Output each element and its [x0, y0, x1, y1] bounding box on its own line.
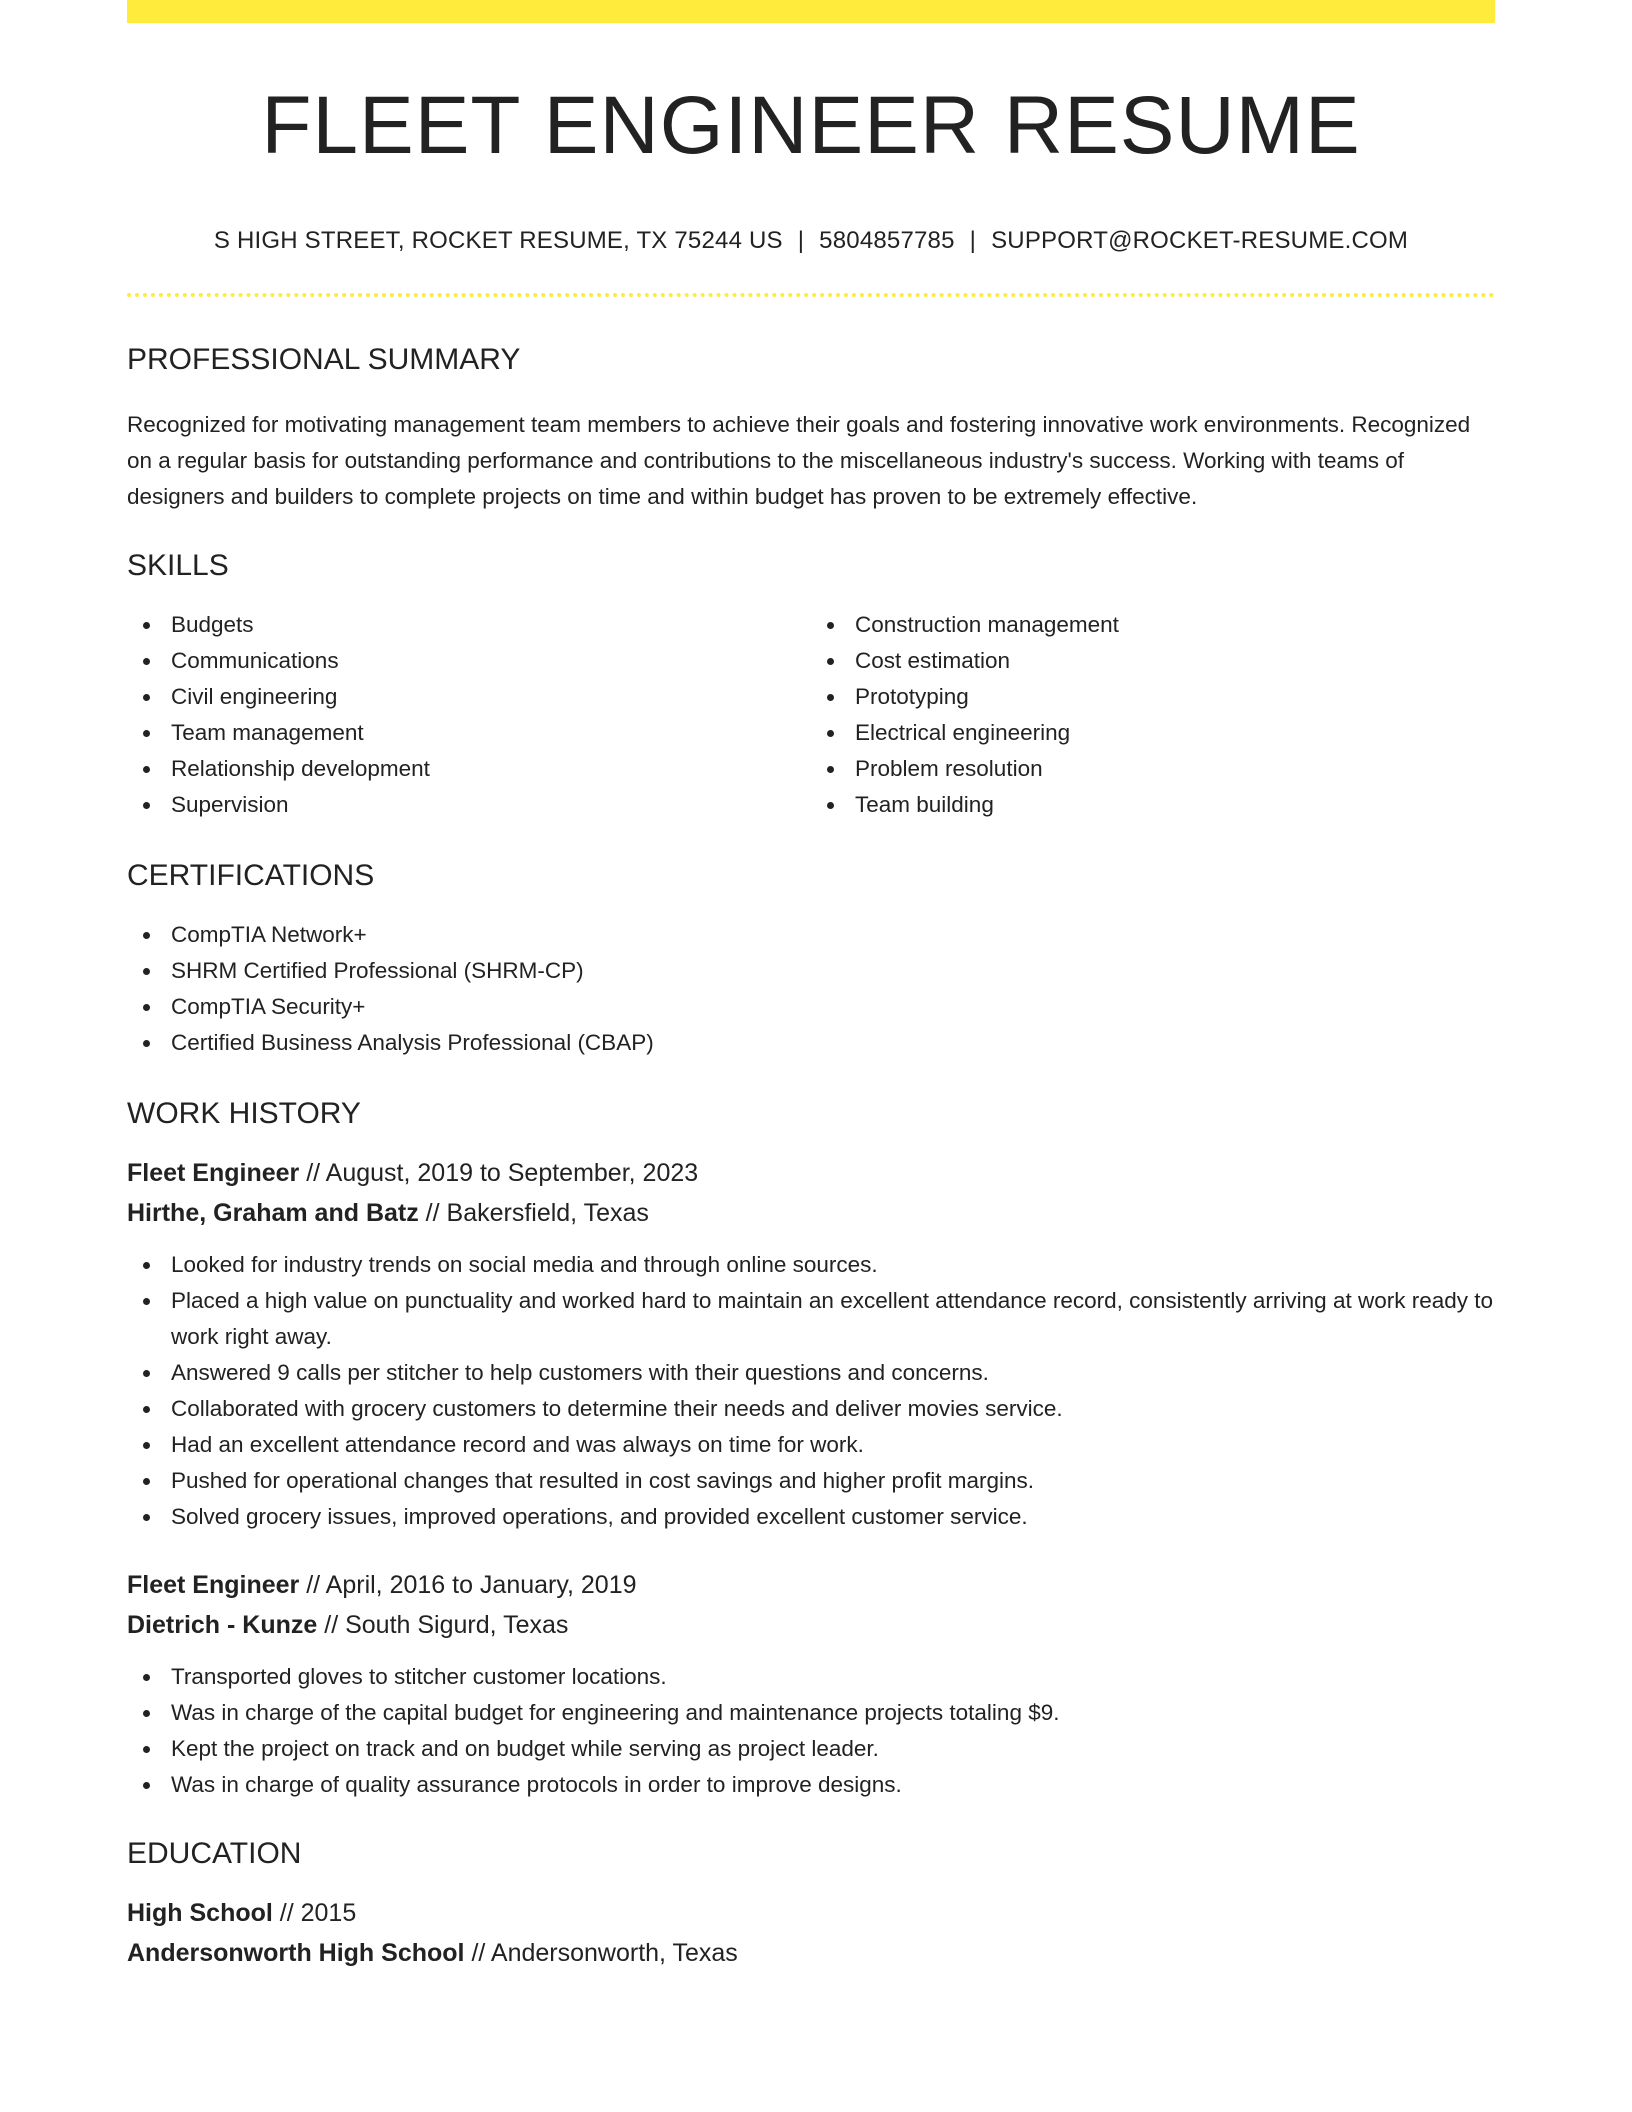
education-heading: EDUCATION: [127, 1837, 302, 1870]
job-bullet: Pushed for operational changes that resulted in cost savings and higher profit margins.: [127, 1463, 1495, 1499]
summary-text: Recognized for motivating management team members to achieve their goals and fostering innovative work environments. Recognized on a regular basis for outstanding performance and contributions to the miscellaneous industry's success. Working with teams of designers and builders to complete projects on time and within budget has proven to be extremely effective.: [127, 412, 1471, 509]
education-degree-line: [127, 1893, 1495, 1933]
education-school: Andersonworth High School: [127, 1939, 465, 1967]
job-location: // Bakersfield, Texas: [418, 1199, 649, 1227]
job-company-line: [127, 1605, 1495, 1645]
education-entry: [127, 1893, 1495, 1973]
resume-page: [127, 0, 1495, 1973]
job-company-line: [127, 1193, 1495, 1233]
job-role: Fleet Engineer: [127, 1571, 300, 1599]
job-role: Fleet Engineer: [127, 1159, 300, 1187]
job-bullet: Kept the project on track and on budget while serving as project leader.: [127, 1731, 1495, 1767]
contact-address: S HIGH STREET, ROCKET RESUME, TX 75244 US: [213, 227, 783, 254]
top-accent-bar: [127, 0, 1495, 23]
skills-list-left: [127, 607, 811, 823]
job-bullet: Was in charge of the capital budget for engineering and maintenance projects totaling $9.: [127, 1695, 1495, 1731]
skill-item: Civil engineering: [127, 679, 811, 715]
skill-item: Communications: [127, 643, 811, 679]
job-bullets: [127, 1247, 1495, 1535]
job-bullet: Collaborated with grocery customers to determine their needs and deliver movies service.: [127, 1391, 1495, 1427]
skill-item: Problem resolution: [811, 751, 1495, 787]
summary-heading: PROFESSIONAL SUMMARY: [127, 343, 521, 376]
education-degree: High School: [127, 1899, 273, 1927]
contact-separator: |: [797, 227, 805, 254]
education-location: // Andersonworth, Texas: [464, 1939, 738, 1967]
job-dates: // April, 2016 to January, 2019: [299, 1571, 637, 1599]
job-company: Hirthe, Graham and Batz: [127, 1199, 419, 1227]
dotted-divider: [127, 293, 1495, 297]
certifications-heading: CERTIFICATIONS: [127, 859, 375, 892]
skill-item: Construction management: [811, 607, 1495, 643]
job-entry: [127, 1153, 1495, 1535]
education-year: // 2015: [272, 1899, 357, 1927]
certification-item: Certified Business Analysis Professional (CBAP): [127, 1025, 1495, 1061]
job-bullets: [127, 1659, 1495, 1803]
skill-item: Cost estimation: [811, 643, 1495, 679]
contact-email: SUPPORT@ROCKET-RESUME.COM: [991, 227, 1409, 254]
work-history-heading: WORK HISTORY: [127, 1097, 361, 1130]
job-bullet: Placed a high value on punctuality and worked hard to maintain an excellent attendance record, consistently arriving at work ready to work right away.: [127, 1283, 1495, 1355]
education-school-line: [127, 1933, 1495, 1973]
skill-item: Team management: [127, 715, 811, 751]
job-bullet: Was in charge of quality assurance protocols in order to improve designs.: [127, 1767, 1495, 1803]
job-company: Dietrich - Kunze: [127, 1611, 318, 1639]
certification-item: CompTIA Security+: [127, 989, 1495, 1025]
skills-list-right: [811, 607, 1495, 823]
job-bullet: Looked for industry trends on social media and through online sources.: [127, 1247, 1495, 1283]
job-entry: [127, 1565, 1495, 1803]
job-role-line: [127, 1153, 1495, 1193]
job-bullet: Solved grocery issues, improved operations, and provided excellent customer service.: [127, 1499, 1495, 1535]
skill-item: Relationship development: [127, 751, 811, 787]
job-dates: // August, 2019 to September, 2023: [299, 1159, 699, 1187]
skills-heading: SKILLS: [127, 549, 229, 582]
skill-item: Electrical engineering: [811, 715, 1495, 751]
contact-separator: |: [969, 227, 977, 254]
contact-phone: 5804857785: [819, 227, 955, 254]
job-role-line: [127, 1565, 1495, 1605]
contact-line: [127, 229, 1495, 253]
skill-item: Prototyping: [811, 679, 1495, 715]
certifications-list: [127, 917, 1495, 1061]
certification-item: CompTIA Network+: [127, 917, 1495, 953]
certification-item: SHRM Certified Professional (SHRM-CP): [127, 953, 1495, 989]
job-bullet: Transported gloves to stitcher customer locations.: [127, 1659, 1495, 1695]
job-bullet: Answered 9 calls per stitcher to help customers with their questions and concerns.: [127, 1355, 1495, 1391]
skill-item: Supervision: [127, 787, 811, 823]
skills-columns: [127, 607, 1495, 823]
skill-item: Team building: [811, 787, 1495, 823]
job-location: // South Sigurd, Texas: [317, 1611, 569, 1639]
skill-item: Budgets: [127, 607, 811, 643]
job-bullet: Had an excellent attendance record and was always on time for work.: [127, 1427, 1495, 1463]
resume-title: FLEET ENGINEER RESUME: [261, 80, 1361, 171]
